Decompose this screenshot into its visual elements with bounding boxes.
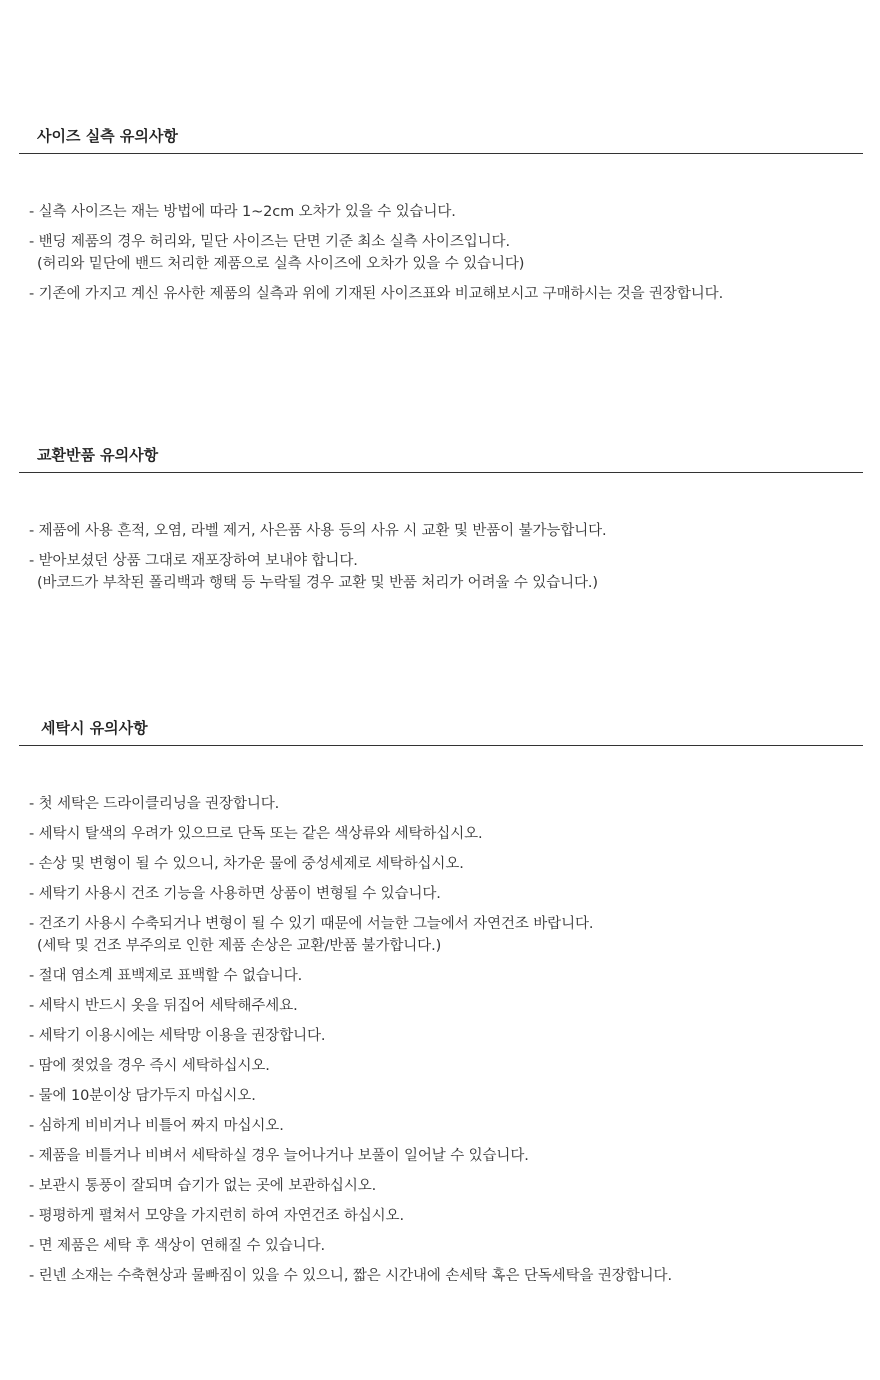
list-item-text: - 세탁기 사용시 건조 기능을 사용하면 상품이 변형될 수 있습니다. xyxy=(29,886,441,902)
list-item-text: - 세탁기 이용시에는 세탁망 이용을 권장합니다. xyxy=(29,1028,326,1044)
list-item xyxy=(29,913,672,957)
exchange-return-title: 교환반품 유의사항 xyxy=(37,446,159,464)
list-item xyxy=(29,283,723,305)
list-item xyxy=(29,823,672,845)
list-item-text: - 실측 사이즈는 재는 방법에 따라 1~2cm 오차가 있을 수 있습니다. xyxy=(29,204,456,220)
list-item xyxy=(29,1175,672,1197)
list-item xyxy=(29,231,723,275)
laundry-notice-divider xyxy=(19,745,863,746)
exchange-return-list xyxy=(29,520,607,602)
list-item-text: - 린넨 소재는 수축현상과 물빠짐이 있을 수 있으니, 짧은 시간내에 손세탁 혹은 단독세탁을 권장합니다. xyxy=(29,1268,672,1284)
size-notice-title: 사이즈 실측 유의사항 xyxy=(37,127,178,145)
list-item xyxy=(29,1115,672,1137)
list-item xyxy=(29,995,672,1017)
list-item-note: (바코드가 부착된 폴리백과 행택 등 누락될 경우 교환 및 반품 처리가 어려울 수 있습니다.) xyxy=(37,575,598,591)
list-item-text: - 제품에 사용 흔적, 오염, 라벨 제거, 사은품 사용 등의 사유 시 교환 및 반품이 불가능합니다. xyxy=(29,523,607,539)
laundry-notice-list xyxy=(29,793,672,1295)
list-item-text: - 건조기 사용시 수축되거나 변형이 될 수 있기 때문에 서늘한 그늘에서 자연건조 바랍니다. xyxy=(29,916,594,932)
list-item-text: - 받아보셨던 상품 그대로 재포장하여 보내야 합니다. xyxy=(29,553,358,569)
list-item xyxy=(29,793,672,815)
list-item xyxy=(29,1235,672,1257)
list-item-text: - 세탁시 반드시 옷을 뒤집어 세탁해주세요. xyxy=(29,998,298,1014)
list-item xyxy=(29,550,607,594)
list-item xyxy=(29,965,672,987)
exchange-return-divider xyxy=(19,472,863,473)
list-item-text: - 밴딩 제품의 경우 허리와, 밑단 사이즈는 단면 기준 최소 실측 사이즈입니다. xyxy=(29,234,510,250)
list-item-text: - 보관시 통풍이 잘되며 습기가 없는 곳에 보관하십시오. xyxy=(29,1178,377,1194)
list-item xyxy=(29,201,723,223)
list-item-note: (세탁 및 건조 부주의로 인한 제품 손상은 교환/반품 불가합니다.) xyxy=(37,938,442,954)
list-item-text: - 손상 및 변형이 될 수 있으니, 차가운 물에 중성세제로 세탁하십시오. xyxy=(29,856,464,872)
list-item-text: - 면 제품은 세탁 후 색상이 연해질 수 있습니다. xyxy=(29,1238,326,1254)
list-item-text: - 기존에 가지고 계신 유사한 제품의 실측과 위에 기재된 사이즈표와 비교해보시고 구매하시는 것을 권장합니다. xyxy=(29,286,724,302)
size-notice-list xyxy=(29,201,723,313)
list-item-note: (허리와 밑단에 밴드 처리한 제품으로 실측 사이즈에 오차가 있을 수 있습니다) xyxy=(37,256,525,272)
list-item xyxy=(29,1055,672,1077)
list-item-text: - 제품을 비틀거나 비벼서 세탁하실 경우 늘어나거나 보풀이 일어날 수 있습니다. xyxy=(29,1148,529,1164)
list-item-text: - 물에 10분이상 담가두지 마십시오. xyxy=(29,1088,256,1104)
list-item-text: - 심하게 비비거나 비틀어 짜지 마십시오. xyxy=(29,1118,284,1134)
list-item xyxy=(29,1085,672,1107)
list-item xyxy=(29,1265,672,1287)
list-item xyxy=(29,853,672,875)
list-item-text: - 절대 염소계 표백제로 표백할 수 없습니다. xyxy=(29,968,303,984)
list-item-text: - 평평하게 펼쳐서 모양을 가지런히 하여 자연건조 하십시오. xyxy=(29,1208,404,1224)
list-item xyxy=(29,520,607,542)
size-notice-divider xyxy=(19,153,863,154)
laundry-notice-title: 세탁시 유의사항 xyxy=(41,719,148,737)
list-item xyxy=(29,1205,672,1227)
list-item-text: - 첫 세탁은 드라이클리닝을 권장합니다. xyxy=(29,796,280,812)
list-item-text: - 세탁시 탈색의 우려가 있으므로 단독 또는 같은 색상류와 세탁하십시오. xyxy=(29,826,483,842)
list-item-text: - 땀에 젖었을 경우 즉시 세탁하십시오. xyxy=(29,1058,270,1074)
list-item xyxy=(29,883,672,905)
list-item xyxy=(29,1025,672,1047)
list-item xyxy=(29,1145,672,1167)
